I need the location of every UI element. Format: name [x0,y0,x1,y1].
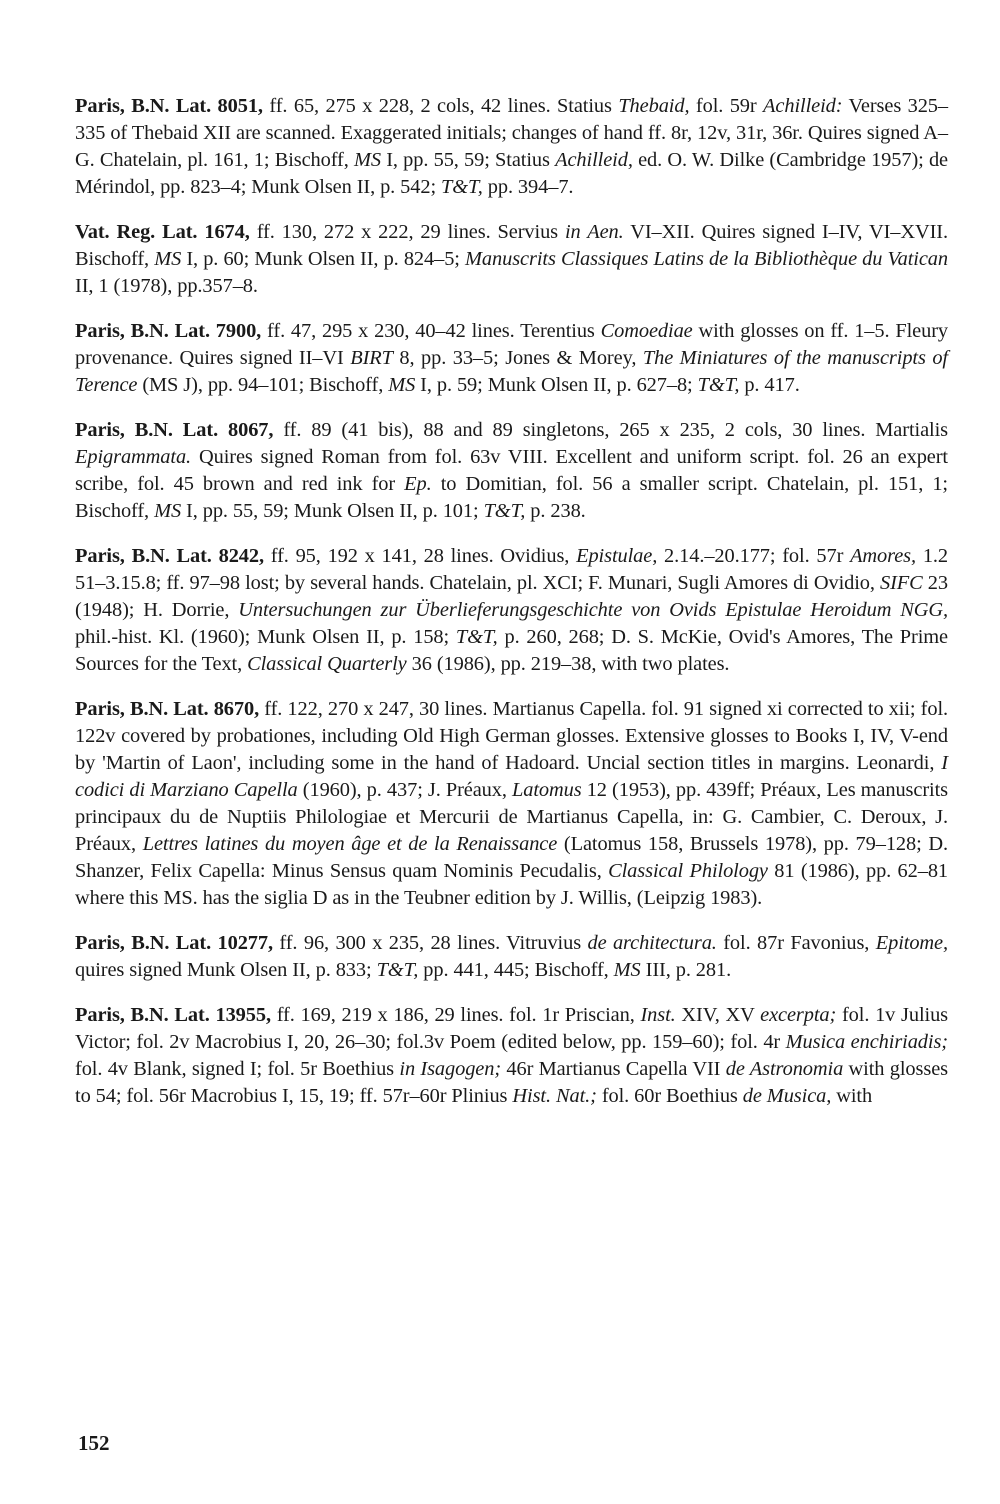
entry-text: ff. 96, 300 x 235, 28 lines. Vitruvius [272,932,588,954]
italic-text: MS [154,248,182,270]
entry-text: ff. 65, 275 x 228, 2 cols, 42 lines. Statius [262,95,619,117]
catalogue-entry [75,318,948,399]
catalogue-entry [75,1002,948,1110]
italic-text: SIFC [880,572,923,594]
italic-text: T&T, [376,959,419,981]
italic-text: BIRT [350,347,393,369]
entry-text: ff. 130, 272 x 222, 29 lines. Servius [249,221,565,243]
entry-text: Verses 325–335 of Thebaid XII are scanned. Exaggerated initials; changes of hand ff. 8r, 12v, 31r, 36r. Quires signed A–G. Chatelain, pl. 161, 1; Bischoff, [75,95,948,171]
entry-text: (MS J), pp. 94–101; Bischoff, [137,374,389,396]
italic-text: Epitome, [875,932,948,954]
italic-text: T&T, [483,500,526,522]
italic-text: Achilleid: [763,95,843,117]
entry-text: 81 (1986), pp. 62–81 where this MS. has the siglia D as in the Teubner edition by J. Willis, (Leipzig 1983). [75,860,949,909]
italic-text: Manuscrits Classiques Latins de la Bibliothèque du Vatican [465,248,948,270]
entry-text: ff. 169, 219 x 186, 29 lines. fol. 1r Priscian, [270,1004,641,1026]
italic-text: Amores, [850,545,917,567]
entry-text: 1.2 51–3.15.8; ff. 97–98 lost; by several hands. Chatelain, pl. XCI; F. Munari, Sugli Amores di Ovidio, [75,545,949,594]
entry-text: p. 260, 268; D. S. McKie, Ovid's Amores, The Prime Sources for the Text, [75,626,948,675]
italic-text: de architectura. [587,932,717,954]
entry-text: ff. 122, 270 x 247, 30 lines. Martianus Capella. fol. 91 signed xi corrected to xii; fol. 122v covered by probationes, including Old High German glosses. Extensive glosses to Books I, IV, V-end by 'Martin of Laon', including some in the hand of Hadoard. Uncial section titles in margins. Leonardi, [75,698,949,774]
italic-text: T&T, [697,374,740,396]
italic-text: Thebaid, [618,95,690,117]
italic-text: Achilleid, [555,149,633,171]
italic-text: Classical Philology [608,860,768,882]
italic-text: Hist. Nat.; [512,1085,597,1107]
entry-text: 36 (1986), pp. 219–38, with two plates. [406,653,730,675]
catalogue-entry [75,930,948,984]
entry-text: pp. 441, 445; Bischoff, [418,959,614,981]
entry-text: I, pp. 55, 59; Statius [380,149,556,171]
entry-text: 8, pp. 33–5; Jones & Morey, [392,347,643,369]
italic-text: T&T, [441,176,483,198]
entry-text: (Latomus 158, Brussels 1978), pp. 79–128; D. Shanzer, Felix Capella: Minus Sensus quam Nominis Pecudalis, [75,833,948,882]
italic-text: Untersuchungen zur Überlieferungsgeschichte von Ovids Epistulae Heroidum NGG, [238,599,948,621]
entry-text: fol. 59r [689,95,764,117]
entry-text: quires signed Munk Olsen II, p. 833; [75,959,377,981]
italic-text: MS [388,374,416,396]
entry-text: ed. O. W. Dilke (Cambridge 1957); de Mérindol, pp. 823–4; Munk Olsen II, p. 542; [75,149,949,198]
entry-text: p. 238. [525,500,586,522]
shelfmark: Paris, B.N. Lat. 13955, [75,1004,271,1026]
entry-text: I, p. 59; Munk Olsen II, p. 627–8; [415,374,698,396]
catalogue-entry [75,696,948,912]
italic-text: de Musica, [742,1085,832,1107]
shelfmark: Paris, B.N. Lat. 8051, [75,95,263,117]
entry-text: ff. 47, 295 x 230, 40–42 lines. Terentius [261,320,601,342]
entry-text: with glosses on ff. 1–5. Fleury provenance. Quires signed II–VI [75,320,949,369]
entry-text: 2.14.–20.177; fol. 57r [657,545,851,567]
entry-text: I, p. 60; Munk Olsen II, p. 824–5; [181,248,466,270]
entry-text: II, 1 (1978), pp.357–8. [75,275,258,297]
entry-text: 23 (1948); H. Dorrie, [75,572,948,621]
italic-text: MS [154,500,182,522]
entry-text: III, p. 281. [640,959,732,981]
italic-text: Epistulae, [576,545,658,567]
italic-text: MS [613,959,641,981]
entry-text: with [831,1085,873,1107]
entry-text: fol. 60r Boethius [596,1085,743,1107]
shelfmark: Paris, B.N. Lat. 8242, [75,545,264,567]
italic-text: in Aen. [564,221,624,243]
italic-text: T&T, [455,626,498,648]
shelfmark: Paris, B.N. Lat. 7900, [75,320,262,342]
italic-text: Inst. [640,1004,676,1026]
italic-text: Epigrammata. [75,446,192,468]
shelfmark: Paris, B.N. Lat. 10277, [75,932,273,954]
entry-text: p. 417. [739,374,800,396]
entry-text: fol. 87r Favonius, [716,932,876,954]
catalogue-entry [75,543,948,678]
catalogue-entry [75,219,948,300]
italic-text: Latomus [512,779,582,801]
italic-text: de Astronomia [725,1058,844,1080]
italic-text: in Isagogen; [399,1058,502,1080]
catalogue-entry [75,417,948,525]
entry-text: pp. 394–7. [482,176,574,198]
entry-text: ff. 89 (41 bis), 88 and 89 singletons, 265 x 235, 2 cols, 30 lines. Martialis [273,419,948,441]
entry-text: (1960), p. 437; J. Préaux, [297,779,513,801]
shelfmark: Vat. Reg. Lat. 1674, [75,221,250,243]
italic-text: The Miniatures of the manuscripts of Terence [75,347,948,396]
italic-text: I codici di Marziano Capella [75,752,948,801]
italic-text: excerpta; [760,1004,837,1026]
entry-text: to Domitian, fol. 56 a smaller script. Chatelain, pl. 151, 1; Bischoff, [75,473,948,522]
entry-text: VI–XII. Quires signed I–IV, VI–XVII. Bischoff, [75,221,948,270]
entry-text: fol. 1v Julius Victor; fol. 2v Macrobius I, 20, 26–30; fol.3v Poem (edited below, pp. 159–60); fol. 4r [75,1004,949,1053]
italic-text: Classical Quarterly [247,653,407,675]
shelfmark: Paris, B.N. Lat. 8067, [75,419,274,441]
catalogue-entry [75,93,948,201]
entry-text: Quires signed Roman from fol. 63v VIII. Excellent and uniform script. fol. 26 an expert scribe, fol. 45 brown and red ink for [75,446,948,495]
catalogue-entries [75,93,948,1128]
page-number: 152 [78,1431,110,1455]
italic-text: Lettres latines du moyen âge et de la Renaissance [142,833,558,855]
entry-text: XIV, XV [675,1004,761,1026]
entry-text: I, pp. 55, 59; Munk Olsen II, p. 101; [181,500,484,522]
entry-text: phil.-hist. Kl. (1960); Munk Olsen II, p. 158; [75,626,456,648]
entry-text: 46r Martianus Capella VII [501,1058,726,1080]
entry-text: with glosses to 54; fol. 56r Macrobius I, 15, 19; ff. 57r–60r Plinius [75,1058,948,1107]
shelfmark: Paris, B.N. Lat. 8670, [75,698,260,720]
entry-text: 12 (1953), pp. 439ff; Préaux, Les manuscrits principaux du de Nuptiis Philologiae et Mercurii de Martianus Capella, in: G. Cambier, C. Deroux, J. Préaux, [75,779,949,855]
italic-text: Comoediae [600,320,693,342]
italic-text: Ep. [404,473,432,495]
entry-text: fol. 4v Blank, signed I; fol. 5r Boethius [75,1058,400,1080]
entry-text: ff. 95, 192 x 141, 28 lines. Ovidius, [263,545,577,567]
italic-text: Musica enchiriadis; [785,1031,948,1053]
italic-text: MS [354,149,381,171]
